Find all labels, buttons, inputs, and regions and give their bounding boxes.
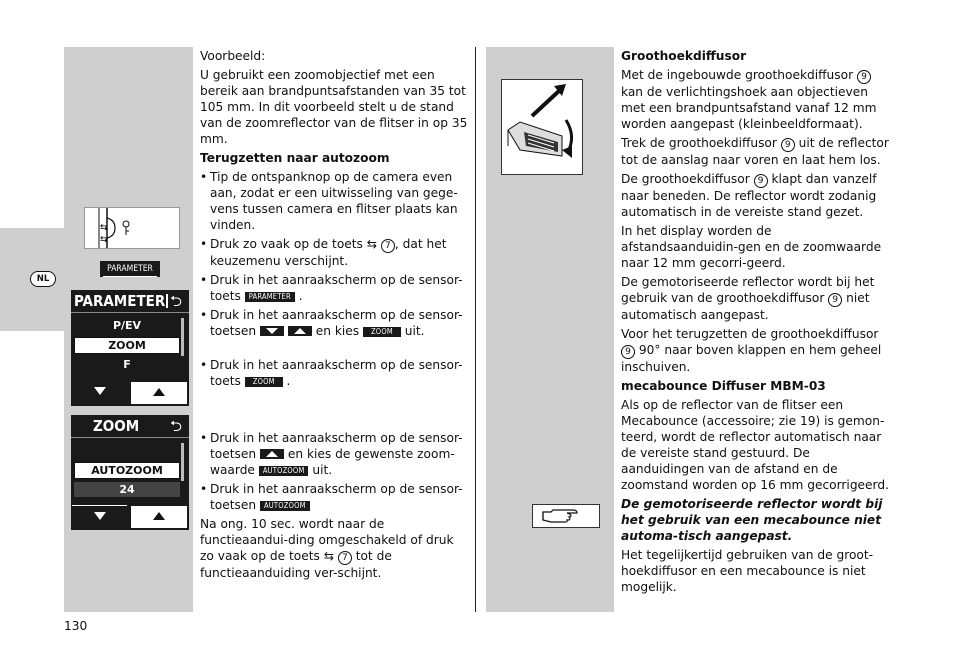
instruction-3: • Druk in het aanraakscherm op de sensor-toets PARAMETER . bbox=[200, 272, 468, 304]
instruction-5: • Druk in het aanraakscherm op de sensor-toets ZOOM . bbox=[200, 357, 468, 389]
autozoom-key: AUTOZOOM bbox=[260, 501, 310, 511]
left-text-column bbox=[200, 48, 468, 584]
svg-text:⇆: ⇆ bbox=[100, 235, 108, 245]
instruction-7: • Druk in het aanraakscherm op de sensor-toetsen AUTOZOOM bbox=[200, 481, 468, 513]
up-key-icon bbox=[260, 449, 284, 459]
zoom-screen-title: ZOOM bbox=[93, 417, 140, 435]
section-heading-mecabounce: mecabounce Diffuser MBM-03 bbox=[621, 379, 826, 393]
parameter-screen bbox=[71, 290, 189, 406]
autozoom-key: AUTOZOOM bbox=[259, 466, 309, 476]
menu-row-autozoom[interactable]: AUTOZOOM bbox=[74, 462, 180, 479]
back-icon[interactable]: ⮌ bbox=[170, 292, 183, 310]
camera-side-icon bbox=[85, 208, 179, 248]
zoom-key: ZOOM bbox=[245, 377, 283, 387]
camera-button-illustration bbox=[84, 207, 180, 249]
section-heading-diffusor: Groothoekdiffusor bbox=[621, 49, 747, 63]
down-key-icon bbox=[260, 326, 284, 336]
svg-text:⇆: ⇆ bbox=[100, 223, 108, 233]
zoom-key: ZOOM bbox=[363, 327, 401, 337]
back-icon[interactable]: ⮌ bbox=[170, 417, 183, 435]
note-box bbox=[532, 504, 600, 528]
scrollbar[interactable] bbox=[181, 318, 184, 356]
down-button[interactable] bbox=[72, 381, 127, 405]
down-arrow-icon bbox=[72, 381, 127, 405]
zoom-screen bbox=[71, 415, 189, 530]
final-paragraph: Het tegelijkertijd gebruiken van de groot-hoekdiffusor en een mecabounce is niet mogelijk. bbox=[621, 548, 874, 594]
instruction-list bbox=[200, 169, 468, 513]
timeout-paragraph: Na ong. 10 sec. wordt naar de functieaandui-ding omgeschakeld of druk zo vaak op de toets ⇆ 7 tot de functieaanduiding ver-schijnt. bbox=[200, 517, 454, 580]
wide-angle-diffusor-illustration bbox=[501, 79, 583, 175]
section-heading-autozoom: Terugzetten naar autozoom bbox=[200, 151, 390, 165]
parameter-key-image: PARAMETER bbox=[100, 261, 160, 277]
diffusor-paragraph-1: Met de ingebouwde groothoekdiffusor 9 kan de verlichtingshoek aan objectieven met een brandpuntsafstand vanaf 12 mm worden aangepast (kleinbeeldformaat). bbox=[621, 68, 877, 131]
right-text-column bbox=[621, 48, 889, 598]
down-button[interactable] bbox=[72, 505, 127, 530]
diffusor-paragraph-4: In het display worden de afstandsaanduidin-gen en de zoomwaarde naar 12 mm gecorri-geerd. bbox=[621, 224, 882, 270]
up-key-icon bbox=[288, 326, 312, 336]
up-arrow-icon bbox=[131, 506, 187, 528]
diffusor-paragraph-3: De groothoekdiffusor 9 klapt dan vanzelf naar beneden. De reflector wordt zodanig automatisch in de vereiste stand gezet. bbox=[621, 172, 877, 219]
title-rule bbox=[71, 437, 189, 438]
scrollbar[interactable] bbox=[181, 443, 184, 481]
note-paragraph: De gemotoriseerde reflector wordt bij het gebruik van een mecabounce niet automa-tisch aangepast. bbox=[621, 497, 883, 543]
up-button[interactable] bbox=[130, 505, 188, 529]
column-divider bbox=[475, 47, 476, 612]
pointing-hand-icon bbox=[533, 505, 599, 527]
example-label: Voorbeeld: bbox=[200, 49, 266, 63]
instruction-6: • Druk in het aanraakscherm op de sensor-toetsen en kies de gewenste zoom-waarde AUTOZOOM uit. bbox=[200, 430, 468, 478]
diffusor-flip-icon bbox=[502, 80, 582, 174]
menu-row-f[interactable]: F bbox=[123, 358, 131, 371]
example-paragraph: U gebruikt een zoomobjectief met een bereik aan brandpuntsafstanden van 35 tot 105 mm. In dit voorbeeld stelt u de stand van de zoomreflector van de flitser in op 35 mm. bbox=[200, 68, 468, 146]
down-arrow-icon bbox=[72, 506, 127, 530]
title-rule bbox=[71, 312, 189, 313]
title-separator bbox=[166, 294, 168, 308]
parameter-screen-title: PARAMETER bbox=[74, 292, 166, 310]
menu-row-24[interactable]: 24 bbox=[74, 482, 180, 497]
menu-row-pev[interactable]: P/EV bbox=[112, 319, 142, 332]
page-number: 130 bbox=[64, 619, 88, 633]
up-button[interactable] bbox=[130, 381, 188, 405]
instruction-4: • Druk in het aanraakscherm op de sensor-toetsen en kies ZOOM uit. bbox=[200, 307, 468, 339]
up-arrow-icon bbox=[131, 382, 187, 404]
diffusor-paragraph-6: Voor het terugzetten de groothoekdiffusor 9 90° naar boven klappen en hem geheel inschuiven. bbox=[621, 327, 882, 374]
instruction-1: • Tip de ontspanknop op de camera even aan, zodat er een uitwisseling van gege-vens tussen camera en flitser plaats kan vinden. bbox=[200, 169, 468, 233]
diffusor-paragraph-2: Trek de groothoekdiffusor 9 uit de reflector tot de aanslag naar voren en laat hem los. bbox=[621, 136, 889, 167]
parameter-key-underline bbox=[103, 276, 157, 277]
parameter-key: PARAMETER bbox=[245, 292, 295, 302]
instruction-2: • Druk zo vaak op de toets ⇆ 7 , dat het keuzemenu verschijnt. bbox=[200, 236, 468, 269]
mecabounce-paragraph: Als op de reflector van de flitser een Mecabounce (accessoire; zie 19) is gemon-teerd, wordt de reflector automatisch naar de vereiste stand gestuurd. De aanduidingen van de afstand en de zoomstand worden op 16 mm gecorrigeerd. bbox=[621, 398, 889, 492]
menu-row-zoom[interactable]: ZOOM bbox=[74, 337, 180, 354]
diffusor-paragraph-5: De gemotoriseerde reflector wordt bij het gebruik van de groothoekdiffusor 9 niet automatisch aangepast. bbox=[621, 275, 875, 322]
language-badge: NL bbox=[30, 271, 56, 287]
